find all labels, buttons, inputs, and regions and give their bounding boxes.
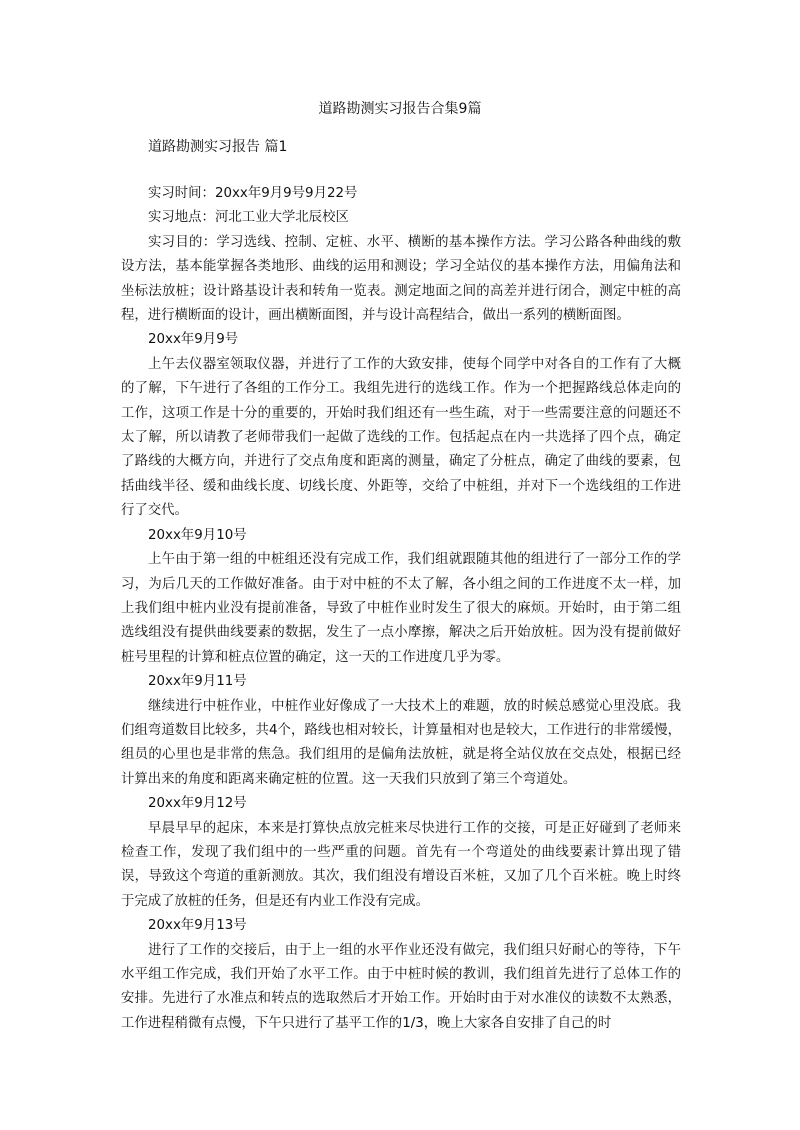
entry-date: 20xx年9月11号 [148,674,247,690]
entry-text: 早晨早早的起床，本来是打算快点放完桩来尽快进行工作的交接，可是正好碰到了老师来检查工作，发现了我们组中的一些严重的问题。首先有一个弯道处的曲线要素计算出现了错误，导致这个弯道的重新测放。其次，我们组没有增设百米桩，又加了几个百米桩。晚上时终于完成了放桩的任务，但是还有内业工作没有完成。 [121,820,681,909]
entry-text: 上午由于第一组的中桩组还没有完成工作，我们组就跟随其他的组进行了一部分工作的学习，为后几天的工作做好准备。由于对中桩的不太了解，各小组之间的工作进度不太一样，加上我们组中桩内业没有提前准备，导致了中桩作业时发生了很大的麻烦。开始时，由于第二组选线组没有提供曲线要素的数据，发生了一点小摩擦，解决之后开始放桩。因为没有提前做好桩号里程的计算和桩点位置的确定，这一天的工作进度几乎为零。 [121,552,681,665]
entry-date: 20xx年9月9号 [148,332,239,348]
internship-time: 实习时间：20xx年9月9号9月22号 [148,186,358,201]
document-title: 道路勘测实习报告合集9篇 [318,101,482,117]
entry-text: 继续进行中桩作业，中桩作业好像成了一大技术上的难题，放的时候总感觉心里没底。我们组弯道数目比较多，共4个，路线也相对较长，计算量相对也是较大，工作进行的非常缓慢，组员的心里也是非常的焦急。我们组用的是偏角法放桩，就是将全站仪放在交点处，根据已经计算出来的角度和距离来确定桩的位置。这一天我们只放到了第三个弯道处。 [121,698,681,787]
internship-place: 实习地点：河北工业大学北辰校区 [148,210,349,226]
entry-date: 20xx年9月13号 [148,918,247,934]
entry-date: 20xx年9月12号 [148,796,247,812]
internship-purpose: 实习目的：学习选线、控制、定桩、水平、横断的基本操作方法。学习公路各种曲线的敷设方法，基本能掌握各类地形、曲线的运用和测设；学习全站仪的基本操作方法，用偏角法和坐标法放桩；设计路基设计表和转角一览表。测定地面之间的高差并进行闭合，测定中桩的高程，进行横断面的设计，画出横断面图，并与设计高程结合，做出一系列的横断面图。 [121,234,681,324]
section-heading: 道路勘测实习报告 篇1 [148,139,288,155]
entry-text: 进行了工作的交接后，由于上一组的水平作业还没有做完，我们组只好耐心的等待，下午水平组工作完成，我们开始了水平工作。由于中桩时候的教训，我们组首先进行了总体工作的安排。先进行了水准点和转点的选取然后才开始工作。开始时由于对水准仪的读数不太熟悉，工作进程稍微有点慢，下午只进行了基平工作的1/3，晚上大家各自安排了自己的时 [121,942,681,1031]
entry-text: 上午去仪器室领取仪器，并进行了工作的大致安排，使每个同学中对各自的工作有了大概的了解，下午进行了各组的工作分工。我组先进行的选线工作。作为一个把握路线总体走向的工作，这项工作是十分的重要的，开始时我们组还有一些生疏，对于一些需要注意的问题还不太了解，所以请教了老师带我们一起做了选线的工作。包括起点在内一共选择了四个点，确定了路线的大概方向，并进行了交点角度和距离的测量，确定了分桩点，确定了曲线的要素，包括曲线半径、缓和曲线长度、切线长度、外距等，交给了中桩组，并对下一个选线组的工作进行了交代。 [121,356,681,519]
document-body [121,182,681,1036]
entry-date: 20xx年9月10号 [148,527,247,543]
